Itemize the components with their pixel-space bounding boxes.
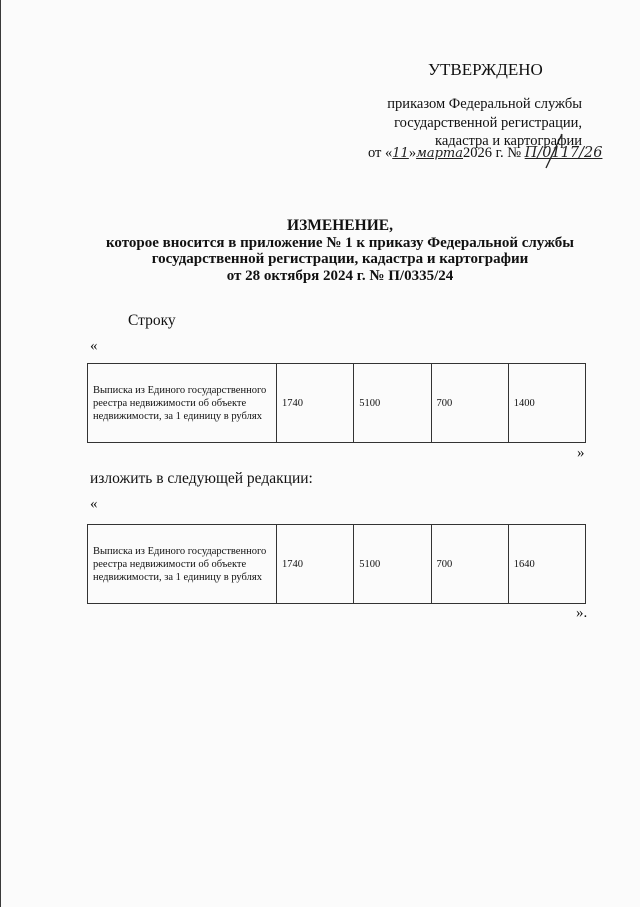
row-value: 700 [431,364,508,443]
heading-title: ИЗМЕНЕНИЕ, [287,217,393,234]
order-prefix: от « [368,145,393,161]
table-row [88,525,586,604]
final-close-quote: ». [576,605,588,621]
order-day: 11 [392,146,409,161]
document-heading [60,218,620,284]
row-value: 1400 [508,364,585,443]
approval-line: кадастра и картографии [435,133,582,149]
approval-line: государственной регистрации, [394,114,582,131]
row-intro: Строку [128,312,176,329]
open-quote: « [90,338,98,354]
open-quote: « [90,496,98,512]
row-description: Выписка из Единого государственного реестра недвижимости об объекте недвижимости, за 1 единицу в рублях [88,525,277,604]
order-reference [368,145,602,162]
heading-line: государственной регистрации, кадастра и картографии [151,251,529,267]
scan-edge [0,0,1,907]
order-month: марта [416,146,464,161]
row-value: 5100 [354,364,431,443]
old-row-table [87,363,586,443]
handwritten-slash-mark [536,132,566,172]
new-row-table [87,524,586,604]
row-description: Выписка из Единого государственного реестра недвижимости об объекте недвижимости, за 1 единицу в рублях [88,364,277,443]
close-quote: » [577,445,585,461]
row-value: 5100 [354,525,431,604]
order-year: 2026 г. № [463,145,522,161]
table-row [88,364,586,443]
heading-line: от 28 октября 2024 г. № П/0335/24 [226,267,454,284]
row-value: 1640 [508,525,585,604]
approved-stamp-title: УТВЕРЖДЕНО [428,60,543,79]
order-mid: » [408,145,417,161]
row-value: 1740 [277,364,354,443]
heading-line: которое вносится в приложение № 1 к приказу Федеральной службы [105,234,575,251]
order-number: П/0117/26 [524,145,603,161]
restate-instruction: изложить в следующей редакции: [90,470,313,487]
approval-line: приказом Федеральной службы [387,96,582,112]
row-value: 1740 [277,525,354,604]
row-value: 700 [431,525,508,604]
